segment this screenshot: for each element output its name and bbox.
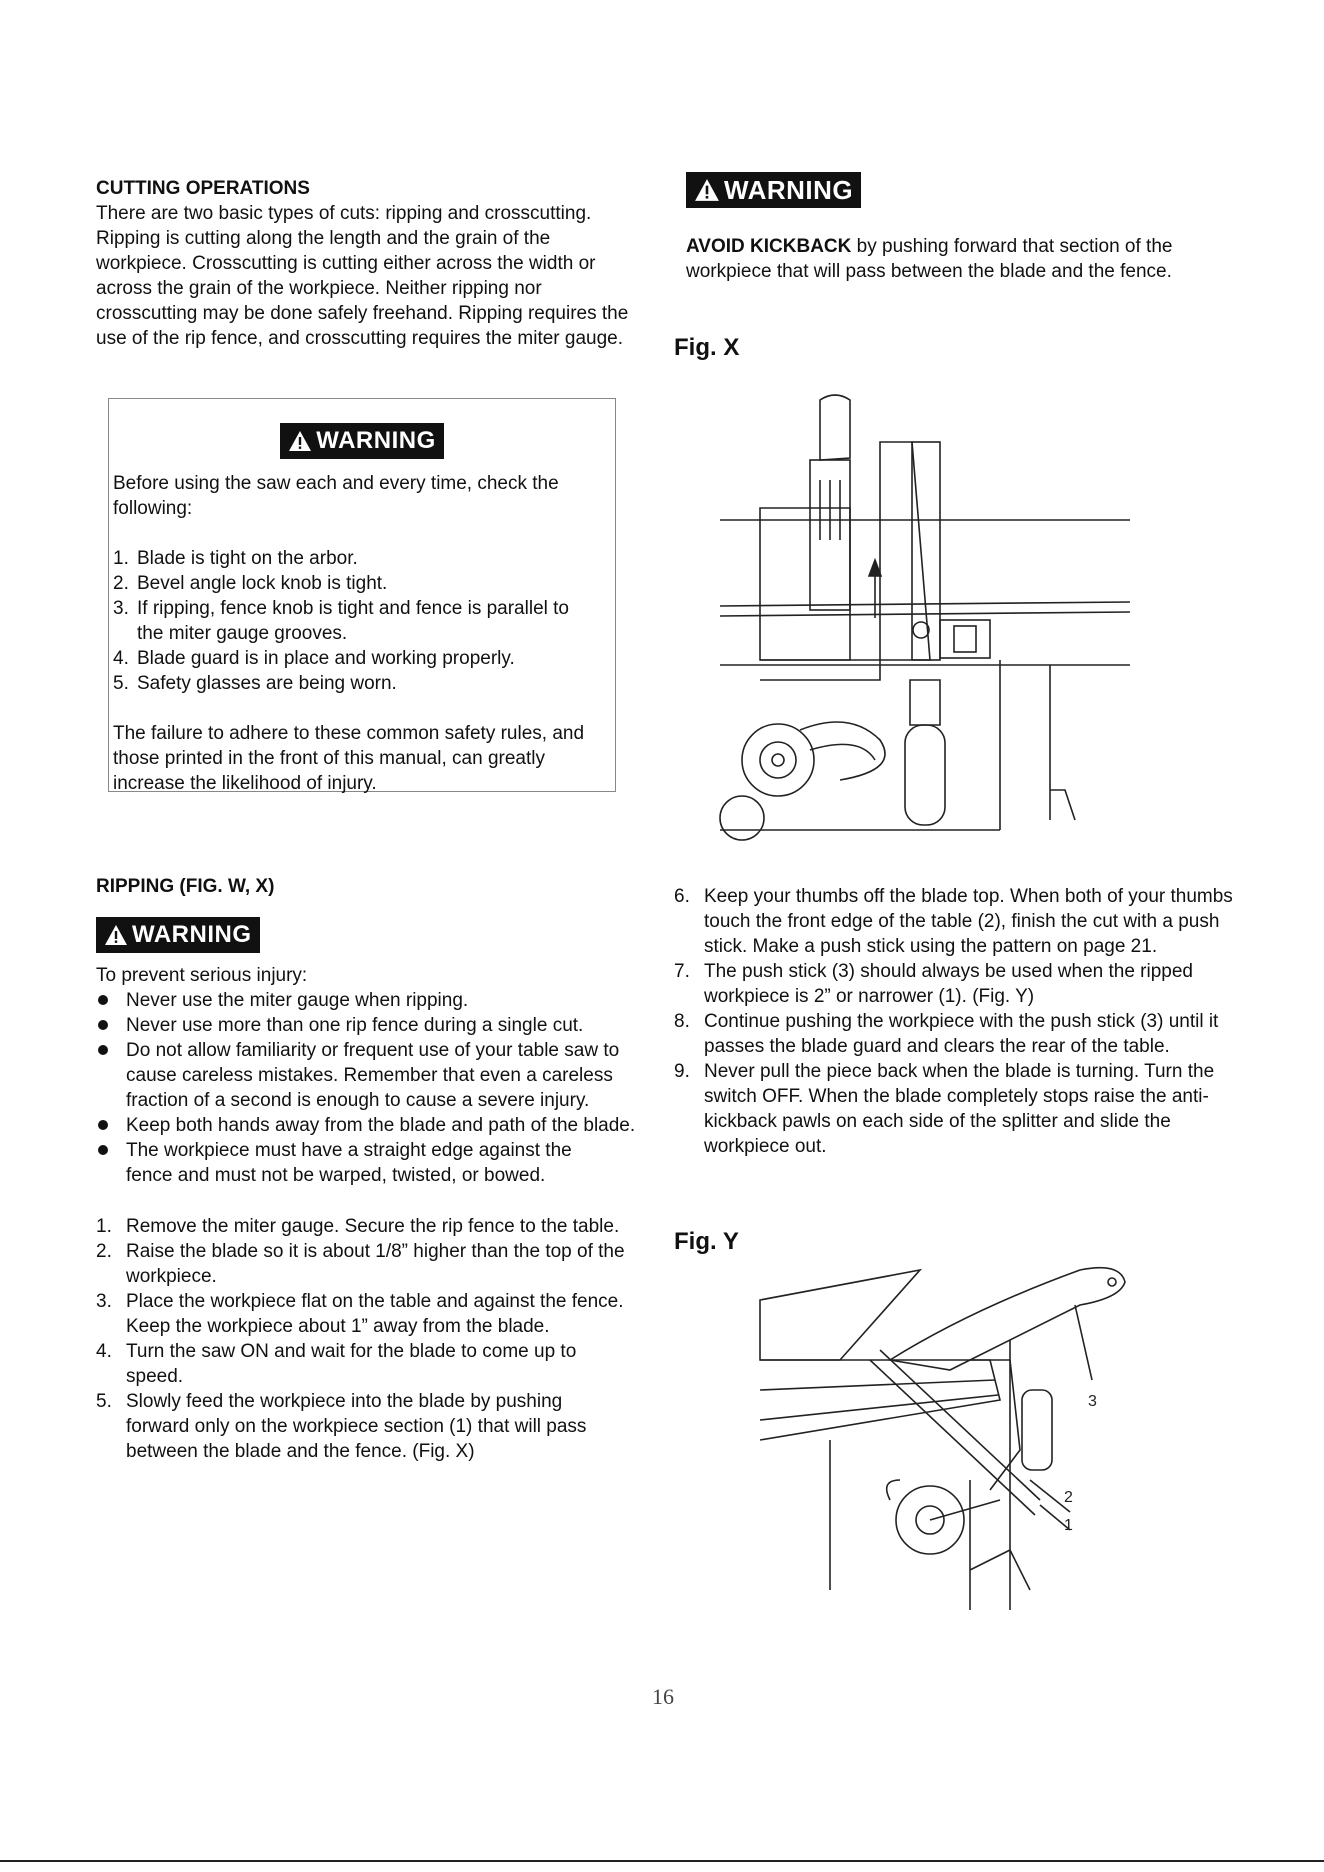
fig-x-label: Fig. X <box>674 334 740 361</box>
list-item: 3. Place the workpiece flat on the table and against the fence. Keep the workpiece about 1” away from the blade. <box>96 1291 624 1337</box>
list-item: 2. Bevel angle lock knob is tight. <box>113 573 388 594</box>
list-item: 6. Keep your thumbs off the blade top. When both of your thumbs touch the front edge of the table (2), finish the cut with a push stick. Make a push stick using the pattern on page 21. <box>674 886 1233 957</box>
list-item: 5. Slowly feed the workpiece into the blade by pushing forward only on the workpiece section (1) that will pass between the blade and the fence. (Fig. X) <box>96 1391 587 1462</box>
list-item: Never use more than one rip fence during a single cut. <box>96 1013 641 1038</box>
check-outro: The failure to adhere to these common safety rules, and those printed in the front of this manual, can greatly increase the likelihood of injury. <box>113 723 585 794</box>
list-item: 4. Blade guard is in place and working properly. <box>113 648 515 669</box>
warning-badge <box>96 917 260 953</box>
list-item: 4. Turn the saw ON and wait for the blade to come up to speed. <box>96 1341 577 1387</box>
safety-check-box <box>108 398 616 792</box>
kickback-text <box>686 234 1226 284</box>
list-item: 1. Remove the miter gauge. Secure the rip fence to the table. <box>96 1216 620 1237</box>
warning-triangle-icon <box>104 924 128 946</box>
kickback-bold: AVOID KICKBACK <box>686 236 852 257</box>
ripping-heading: RIPPING (FIG. W, X) <box>96 876 275 897</box>
fig-y-callout-2: 2 <box>1064 1489 1073 1506</box>
warning-badge <box>280 423 444 459</box>
list-item: The workpiece must have a straight edge against the fence and must not be warped, twisted, or bowed. <box>96 1138 606 1188</box>
list-item: 3. If ripping, fence knob is tight and fence is parallel to the miter gauge grooves. <box>113 598 569 644</box>
ripping-steps <box>96 1214 636 1464</box>
list-item: 7. The push stick (3) should always be used when the ripped workpiece is 2” or narrower (1). (Fig. Y) <box>674 961 1193 1007</box>
cutting-operations-heading: CUTTING OPERATIONS <box>96 178 310 199</box>
list-item: Do not allow familiarity or frequent use of your table saw to cause careless mistakes. Remember that even a careless fraction of a second is enough to cause a severe injury. <box>96 1038 636 1113</box>
cutting-operations-body: There are two basic types of cuts: ripping and crosscutting. Ripping is cutting along the length and the grain of the workpiece. Crosscutting is cutting either across the width or across the grain of the workpiece. Neither ripping nor crosscutting may be done safely freehand. Ripping requires the use of the rip fence, and crosscutting requires the miter gauge. <box>96 203 629 349</box>
fig-y-callout-1: 1 <box>1064 1517 1073 1534</box>
fig-y-callout-3: 3 <box>1088 1393 1097 1410</box>
warning-triangle-icon <box>288 430 312 452</box>
list-item: 8. Continue pushing the workpiece with the push stick (3) until it passes the blade guard and clears the rear of the table. <box>674 1011 1219 1057</box>
list-item: 2. Raise the blade so it is about 1/8” higher than the top of the workpiece. <box>96 1241 625 1287</box>
fig-y-label: Fig. Y <box>674 1228 739 1255</box>
ripping-intro: To prevent serious injury: <box>96 965 308 986</box>
check-intro: Before using the saw each and every time, check the following: <box>113 473 559 519</box>
warning-badge <box>686 172 861 208</box>
list-item: Never use the miter gauge when ripping. <box>96 988 641 1013</box>
ripping-section <box>96 874 656 1464</box>
ripping-bullets <box>96 988 641 1188</box>
warning-triangle-icon <box>694 178 720 202</box>
kickback-warning <box>686 172 861 208</box>
fig-x-illustration <box>700 380 1140 850</box>
list-item: 5. Safety glasses are being worn. <box>113 673 397 694</box>
list-item: 1. Blade is tight on the arbor. <box>113 548 358 569</box>
ripping-steps-continued <box>674 884 1234 1159</box>
check-list <box>113 546 607 696</box>
fig-y-illustration <box>740 1250 1170 1620</box>
warning-label: WARNING <box>132 921 252 948</box>
list-item: 9. Never pull the piece back when the blade is turning. Turn the switch OFF. When the blade completely stops raise the anti-kickback pawls on each side of the splitter and slide the workpiece out. <box>674 1061 1215 1157</box>
list-item: Keep both hands away from the blade and path of the blade. <box>96 1113 641 1138</box>
bottom-rule <box>0 1860 1324 1862</box>
warning-label: WARNING <box>724 175 854 205</box>
cutting-operations-section <box>96 176 636 351</box>
warning-label: WARNING <box>316 427 436 454</box>
kickback-rest: by pushing forward that section of the workpiece that will pass between the blade and the fence. <box>686 236 1173 282</box>
page-number: 16 <box>652 1684 674 1709</box>
